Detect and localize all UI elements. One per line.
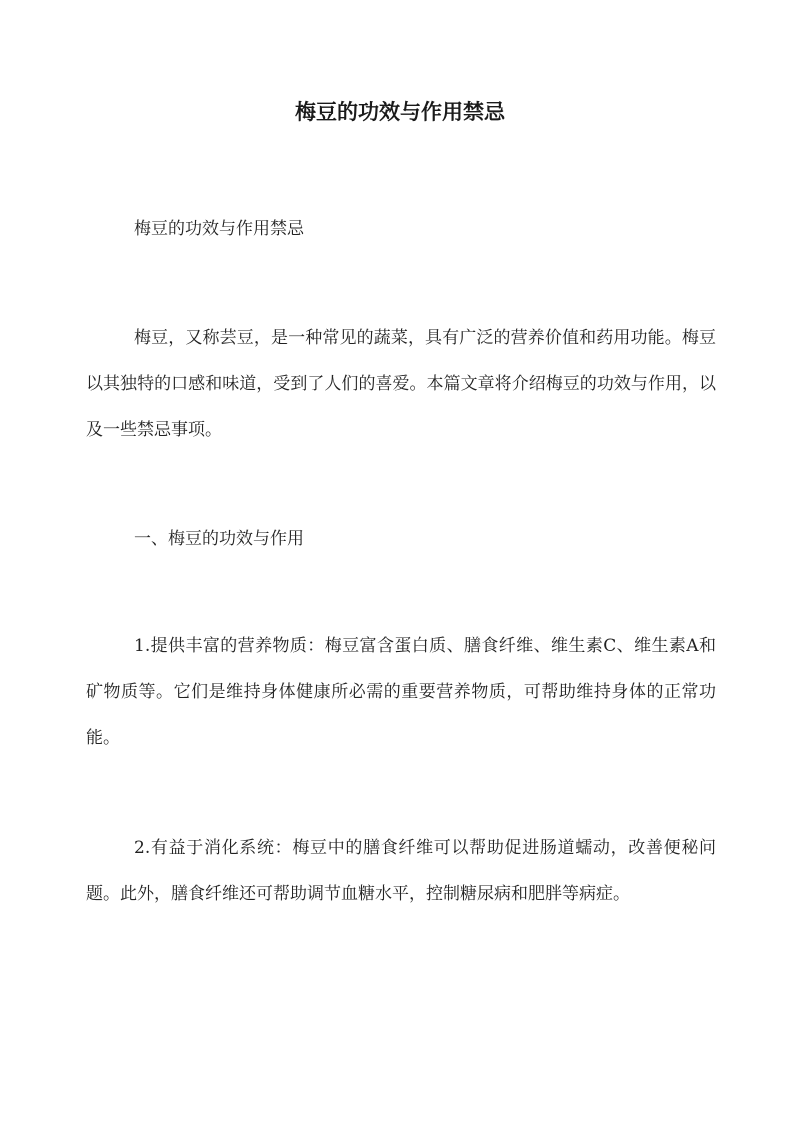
page-title: 梅豆的功效与作用禁忌 [295,99,505,124]
intro-paragraph: 梅豆，又称芸豆，是一种常见的蔬菜，具有广泛的营养价值和药用功能。梅豆以其独特的口感和味道，受到了人们的喜爱。本篇文章将介绍梅豆的功效与作用，以及一些禁忌事项。 [86,328,716,440]
list-item: 1.提供丰富的营养物质：梅豆富含蛋白质、膳食纤维、维生素C、维生素A和矿物质等。它们是维持身体健康所必需的重要营养物质，可帮助维持身体的正常功能。 [86,636,716,748]
list-item: 2.有益于消化系统：梅豆中的膳食纤维可以帮助促进肠道蠕动，改善便秘问题。此外，膳食纤维还可帮助调节血糖水平，控制糖尿病和肥胖等病症。 [86,838,716,904]
section-heading: 一、梅豆的功效与作用 [134,529,304,549]
subtitle-paragraph: 梅豆的功效与作用禁忌 [134,219,304,239]
